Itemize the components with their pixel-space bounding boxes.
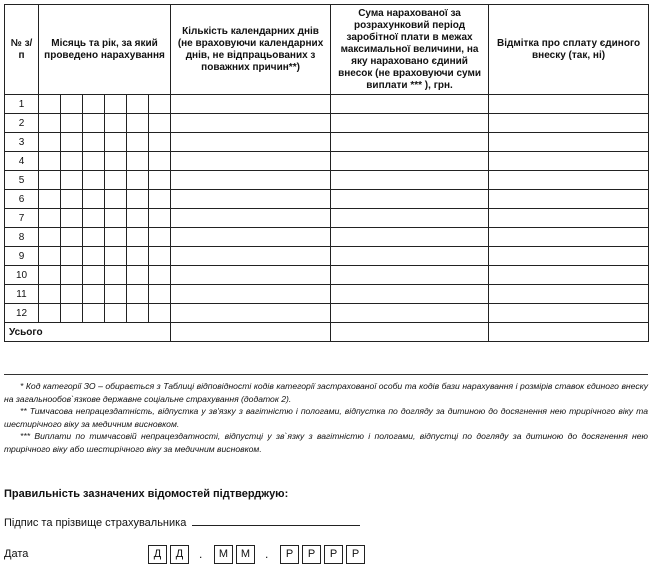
row-number: 4	[5, 152, 39, 171]
sum-cell[interactable]	[331, 133, 489, 152]
month-digit-cell[interactable]	[83, 152, 105, 171]
total-sum-cell[interactable]	[331, 323, 489, 342]
month-digit-cell[interactable]	[39, 171, 61, 190]
month-digit-cell[interactable]	[105, 114, 127, 133]
month-digit-cell[interactable]	[83, 171, 105, 190]
date-year-box-1[interactable]: Р	[280, 545, 299, 564]
month-digit-cell[interactable]	[127, 209, 149, 228]
month-digit-cell[interactable]	[105, 209, 127, 228]
month-digit-cell[interactable]	[83, 304, 105, 323]
month-digit-cell[interactable]	[61, 285, 83, 304]
table-row	[5, 285, 649, 304]
footnote-3: *** Виплати по тимчасовій непрацездатності, відпустці у зв`язку з вагітністю і пологами, відпустці по догляду за дитиною до досягнення нею трирічного віку або шестирічного віку за медичним висновком.	[4, 431, 648, 454]
month-digit-cell[interactable]	[61, 247, 83, 266]
date-separator-1: .	[199, 547, 203, 561]
row-number: 5	[5, 171, 39, 190]
days-cell[interactable]	[171, 95, 331, 114]
row-number: 12	[5, 304, 39, 323]
row-number: 1	[5, 95, 39, 114]
signature-label: Підпис та прізвище страхувальника	[4, 517, 187, 529]
month-digit-cell[interactable]	[105, 152, 127, 171]
month-digit-cell[interactable]	[39, 209, 61, 228]
sum-cell[interactable]	[331, 95, 489, 114]
month-digit-cell[interactable]	[127, 114, 149, 133]
date-year-box-3[interactable]: Р	[324, 545, 343, 564]
sum-cell[interactable]	[331, 152, 489, 171]
month-digit-cell[interactable]	[105, 247, 127, 266]
days-cell[interactable]	[171, 228, 331, 247]
month-digit-cell[interactable]	[83, 285, 105, 304]
row-number: 8	[5, 228, 39, 247]
month-digit-cell[interactable]	[149, 247, 171, 266]
month-digit-cell[interactable]	[83, 133, 105, 152]
date-day-box-2[interactable]: Д	[170, 545, 189, 564]
month-digit-cell[interactable]	[127, 266, 149, 285]
table-row	[5, 209, 649, 228]
table-row	[5, 228, 649, 247]
total-label: Усього	[5, 323, 171, 342]
days-cell[interactable]	[171, 171, 331, 190]
row-number: 7	[5, 209, 39, 228]
month-digit-cell[interactable]	[39, 228, 61, 247]
table-row	[5, 95, 649, 114]
days-cell[interactable]	[171, 133, 331, 152]
days-cell[interactable]	[171, 247, 331, 266]
month-digit-cell[interactable]	[39, 304, 61, 323]
footnote-1: * Код категорії ЗО – обирається з Таблиці відповідності кодів категорії застрахованої особи та кодів бази нарахування і розмірів ставок єдиного внеску на загальнообов`язкове державне соціальне страхування (додаток 2).	[4, 381, 648, 404]
month-digit-cell[interactable]	[61, 133, 83, 152]
footnotes	[4, 380, 648, 455]
month-digit-cell[interactable]	[39, 247, 61, 266]
days-cell[interactable]	[171, 152, 331, 171]
mark-cell[interactable]	[489, 95, 649, 114]
month-digit-cell[interactable]	[105, 285, 127, 304]
month-digit-cell[interactable]	[83, 247, 105, 266]
sum-cell[interactable]	[331, 228, 489, 247]
row-number: 10	[5, 266, 39, 285]
month-digit-cell[interactable]	[127, 228, 149, 247]
mark-cell[interactable]	[489, 190, 649, 209]
month-digit-cell[interactable]	[61, 228, 83, 247]
month-digit-cell[interactable]	[127, 95, 149, 114]
days-cell[interactable]	[171, 285, 331, 304]
month-digit-cell[interactable]	[127, 304, 149, 323]
mark-cell[interactable]	[489, 247, 649, 266]
month-digit-cell[interactable]	[61, 171, 83, 190]
header-mark: Відмітка про сплату єдиного внеску (так, ні)	[489, 5, 649, 95]
row-number: 6	[5, 190, 39, 209]
date-day-box-1[interactable]: Д	[148, 545, 167, 564]
month-digit-cell[interactable]	[39, 133, 61, 152]
table-row	[5, 114, 649, 133]
month-digit-cell[interactable]	[149, 266, 171, 285]
sum-cell[interactable]	[331, 209, 489, 228]
mark-cell[interactable]	[489, 285, 649, 304]
table-row	[5, 304, 649, 323]
signature-row	[4, 516, 360, 529]
sum-cell[interactable]	[331, 304, 489, 323]
mark-cell[interactable]	[489, 228, 649, 247]
row-number: 9	[5, 247, 39, 266]
month-digit-cell[interactable]	[127, 247, 149, 266]
footnote-2: ** Тимчасова непрацездатність, відпустка у зв'язку з вагітністю і пологами, відпустка по догляду за дитиною до досягнення нею трирічного віку та шестирічного віку за медичним висновком.	[4, 406, 648, 429]
month-digit-cell[interactable]	[149, 95, 171, 114]
table-row	[5, 190, 649, 209]
month-digit-cell[interactable]	[39, 266, 61, 285]
notes-divider	[4, 374, 648, 375]
sum-cell[interactable]	[331, 285, 489, 304]
sum-cell[interactable]	[331, 171, 489, 190]
month-digit-cell[interactable]	[83, 95, 105, 114]
sum-cell[interactable]	[331, 114, 489, 133]
month-digit-cell[interactable]	[127, 285, 149, 304]
row-number: 11	[5, 285, 39, 304]
row-number: 3	[5, 133, 39, 152]
table-row	[5, 133, 649, 152]
month-digit-cell[interactable]	[39, 114, 61, 133]
sum-cell[interactable]	[331, 266, 489, 285]
month-digit-cell[interactable]	[149, 285, 171, 304]
date-year-box-2[interactable]: Р	[302, 545, 321, 564]
month-digit-cell[interactable]	[61, 95, 83, 114]
month-digit-cell[interactable]	[105, 95, 127, 114]
month-digit-cell[interactable]	[149, 304, 171, 323]
sum-cell[interactable]	[331, 247, 489, 266]
month-digit-cell[interactable]	[39, 285, 61, 304]
month-digit-cell[interactable]	[61, 152, 83, 171]
sum-cell[interactable]	[331, 190, 489, 209]
month-digit-cell[interactable]	[127, 152, 149, 171]
month-digit-cell[interactable]	[61, 304, 83, 323]
header-days: Кількість календарних днів (не враховуючи календарних днів, не відпрацьованих з поважних причин**)	[171, 5, 331, 95]
header-num: № з/п	[5, 5, 39, 95]
month-digit-cell[interactable]	[61, 209, 83, 228]
date-separator-2: .	[265, 547, 269, 561]
header-sum: Сума нарахованої за розрахунковий період заробітної плати в межах максимальної величини, на яку нараховано єдиний внесок (не враховуючи суми виплати *** ), грн.	[331, 5, 489, 95]
month-digit-cell[interactable]	[61, 190, 83, 209]
month-digit-cell[interactable]	[105, 266, 127, 285]
header-month: Місяць та рік, за який проведено нарахування	[39, 5, 171, 95]
month-digit-cell[interactable]	[149, 152, 171, 171]
total-days-cell[interactable]	[171, 323, 331, 342]
month-digit-cell[interactable]	[61, 266, 83, 285]
month-digit-cell[interactable]	[105, 133, 127, 152]
table-body	[5, 95, 649, 342]
month-digit-cell[interactable]	[39, 152, 61, 171]
month-digit-cell[interactable]	[83, 266, 105, 285]
month-digit-cell[interactable]	[105, 304, 127, 323]
confirmation-heading: Правильність зазначених відомостей підтверджую:	[4, 488, 289, 500]
month-digit-cell[interactable]	[127, 133, 149, 152]
month-digit-cell[interactable]	[127, 171, 149, 190]
month-digit-cell[interactable]	[149, 228, 171, 247]
table-row	[5, 171, 649, 190]
days-cell[interactable]	[171, 209, 331, 228]
days-cell[interactable]	[171, 190, 331, 209]
month-digit-cell[interactable]	[39, 95, 61, 114]
month-digit-cell[interactable]	[149, 133, 171, 152]
mark-cell[interactable]	[489, 209, 649, 228]
mark-cell[interactable]	[489, 266, 649, 285]
days-cell[interactable]	[171, 114, 331, 133]
month-digit-cell[interactable]	[105, 171, 127, 190]
month-digit-cell[interactable]	[39, 190, 61, 209]
date-month-box-2[interactable]: М	[236, 545, 255, 564]
mark-cell[interactable]	[489, 114, 649, 133]
total-mark-cell[interactable]	[489, 323, 649, 342]
month-digit-cell[interactable]	[105, 228, 127, 247]
mark-cell[interactable]	[489, 304, 649, 323]
salary-table	[4, 4, 649, 342]
month-digit-cell[interactable]	[61, 114, 83, 133]
month-digit-cell[interactable]	[149, 171, 171, 190]
month-digit-cell[interactable]	[149, 114, 171, 133]
month-digit-cell[interactable]	[83, 114, 105, 133]
month-digit-cell[interactable]	[127, 190, 149, 209]
mark-cell[interactable]	[489, 171, 649, 190]
mark-cell[interactable]	[489, 152, 649, 171]
month-digit-cell[interactable]	[83, 228, 105, 247]
month-digit-cell[interactable]	[105, 190, 127, 209]
table-row	[5, 152, 649, 171]
month-digit-cell[interactable]	[149, 190, 171, 209]
days-cell[interactable]	[171, 304, 331, 323]
row-number: 2	[5, 114, 39, 133]
date-year-box-4[interactable]: Р	[346, 545, 365, 564]
month-digit-cell[interactable]	[83, 209, 105, 228]
total-row	[5, 323, 649, 342]
month-digit-cell[interactable]	[83, 190, 105, 209]
mark-cell[interactable]	[489, 133, 649, 152]
signature-line[interactable]	[192, 516, 360, 526]
month-digit-cell[interactable]	[149, 209, 171, 228]
table-row	[5, 247, 649, 266]
date-label: Дата	[4, 548, 29, 560]
date-month-box-1[interactable]: М	[214, 545, 233, 564]
table-row	[5, 266, 649, 285]
days-cell[interactable]	[171, 266, 331, 285]
